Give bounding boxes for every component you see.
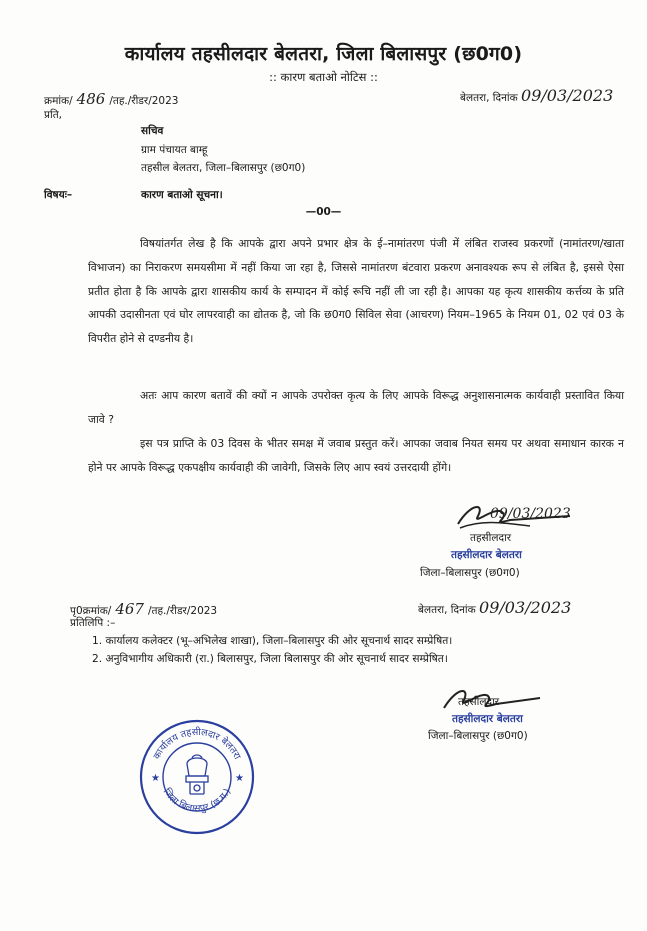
endorsement-number: पृ0क्रमांक/ 467 /तह./रीडर/2023 xyxy=(70,600,218,618)
seal-top-text: कार्यालय तहसीलदार बेलतरा xyxy=(151,726,243,762)
endorsement-handwritten-date: 09/03/2023 xyxy=(479,598,572,617)
place-date-label: बेलतरा, दिनांक xyxy=(460,92,518,104)
office-title: कार्यालय तहसीलदार बेलतरा, जिला बिलासपुर (छ0ग0) xyxy=(124,43,523,65)
cc-label: प्रतिलिपि :– xyxy=(70,617,116,629)
office-seal xyxy=(138,718,256,836)
signature-date-1: 09/03/2023 xyxy=(490,506,571,522)
kramank-suffix: /तह./रीडर/2023 xyxy=(109,95,179,107)
endorsement-handwritten-number: 467 xyxy=(115,600,144,618)
signature-district-1: जिला–बिलासपुर (छ0ग0) xyxy=(420,567,520,579)
cc-item-2: 2. अनुविभागीय अधिकारी (रा.) बिलासपुर, जिला बिलासपुर की ओर सूचनार्थ सादर सम्प्रेषित। xyxy=(92,653,448,665)
prati-label: प्रति, xyxy=(44,109,63,121)
office-stamp-1: तहसीलदार बेलतरा xyxy=(451,549,522,561)
signature-district-2: जिला–बिलासपुर (छ0ग0) xyxy=(428,730,528,742)
svg-text:★: ★ xyxy=(235,773,244,784)
place-date xyxy=(460,86,613,105)
endorsement-place-date: बेलतरा, दिनांक 09/03/2023 xyxy=(418,598,572,617)
subject-text: कारण बताओ सूचना। xyxy=(141,189,223,201)
office-stamp-2: तहसीलदार बेलतरा xyxy=(452,713,523,725)
body-paragraph-3: इस पत्र प्राप्ति के 03 दिवस के भीतर समक्ष में जवाब प्रस्तुत करें। आपका जवाब नियत समय पर अथवा समाधान कारक न होने पर आपके विरूद्ध एकपक्षीय कार्यवाही की जावेगी, जिसके लिए आप स्वयं उत्तरदायी होंगे। xyxy=(88,437,624,474)
signature-designation-2: तहसीलदार xyxy=(458,696,500,708)
cc-item-1: 1. कार्यालय कलेक्टर (भू–अभिलेख शाखा), जिला–बिलासपुर की ओर सूचनार्थ सादर सम्प्रेषित। xyxy=(92,635,453,647)
body-paragraph-2: अतः आप कारण बतावें की क्यों न आपके उपरोक्त कृत्य के लिए आपके विरूद्ध अनुशासनात्मक कार्यवाही प्रस्तावित किया जावे ? xyxy=(88,389,624,426)
reference-number xyxy=(44,90,178,108)
addressee-line-1: सचिव xyxy=(141,125,164,137)
signature-designation-1: तहसीलदार xyxy=(470,532,512,544)
subject-label: विषयः– xyxy=(44,189,73,201)
seal-bottom-text: जिला बिलासपुर (छ.ग.) xyxy=(160,786,234,815)
notice-subtitle: :: कारण बताओ नोटिस :: xyxy=(269,70,378,84)
kramank-handwritten-number: 486 xyxy=(76,90,106,108)
subject-divider: —00— xyxy=(305,206,342,218)
kramank-label: क्रमांक/ xyxy=(44,95,73,107)
addressee-line-2: ग्राम पंचायत बाम्हू xyxy=(141,144,208,156)
national-emblem-icon xyxy=(186,755,208,794)
body-paragraph-1: विषयांतर्गत लेख है कि आपके द्वारा अपने प्रभार क्षेत्र के ई–नामांतरण पंजी में लंबित राजस्व प्रकरणों (नामांतरण/खाता विभाजन) का निराकरण समयसीमा में नहीं किया जा रहा है, जिससे नामांतरण बंटवारा प्रकरण अनावश्यक रूप से लंबित है, इससे ऐसा प्रतीत होता है कि आपके द्वारा शासकीय कार्य के सम्पादन में कोई रूचि नहीं ली जा रही है। आपका यह कृत्य शासकीय कर्त्तव्य के प्रति आपकी उदासीनता एवं घोर लापरवाही का द्योतक है, जो कि छ0ग0 सिविल सेवा (आचरण) नियम–1965 के नियम 01, 02 एवं 03 के विपरीत होने से दण्डनीय है। xyxy=(88,237,624,346)
handwritten-date: 09/03/2023 xyxy=(521,86,614,105)
svg-text:★: ★ xyxy=(151,773,160,784)
addressee-line-3: तहसील बेलतरा, जिला–बिलासपुर (छ0ग0) xyxy=(141,162,306,174)
